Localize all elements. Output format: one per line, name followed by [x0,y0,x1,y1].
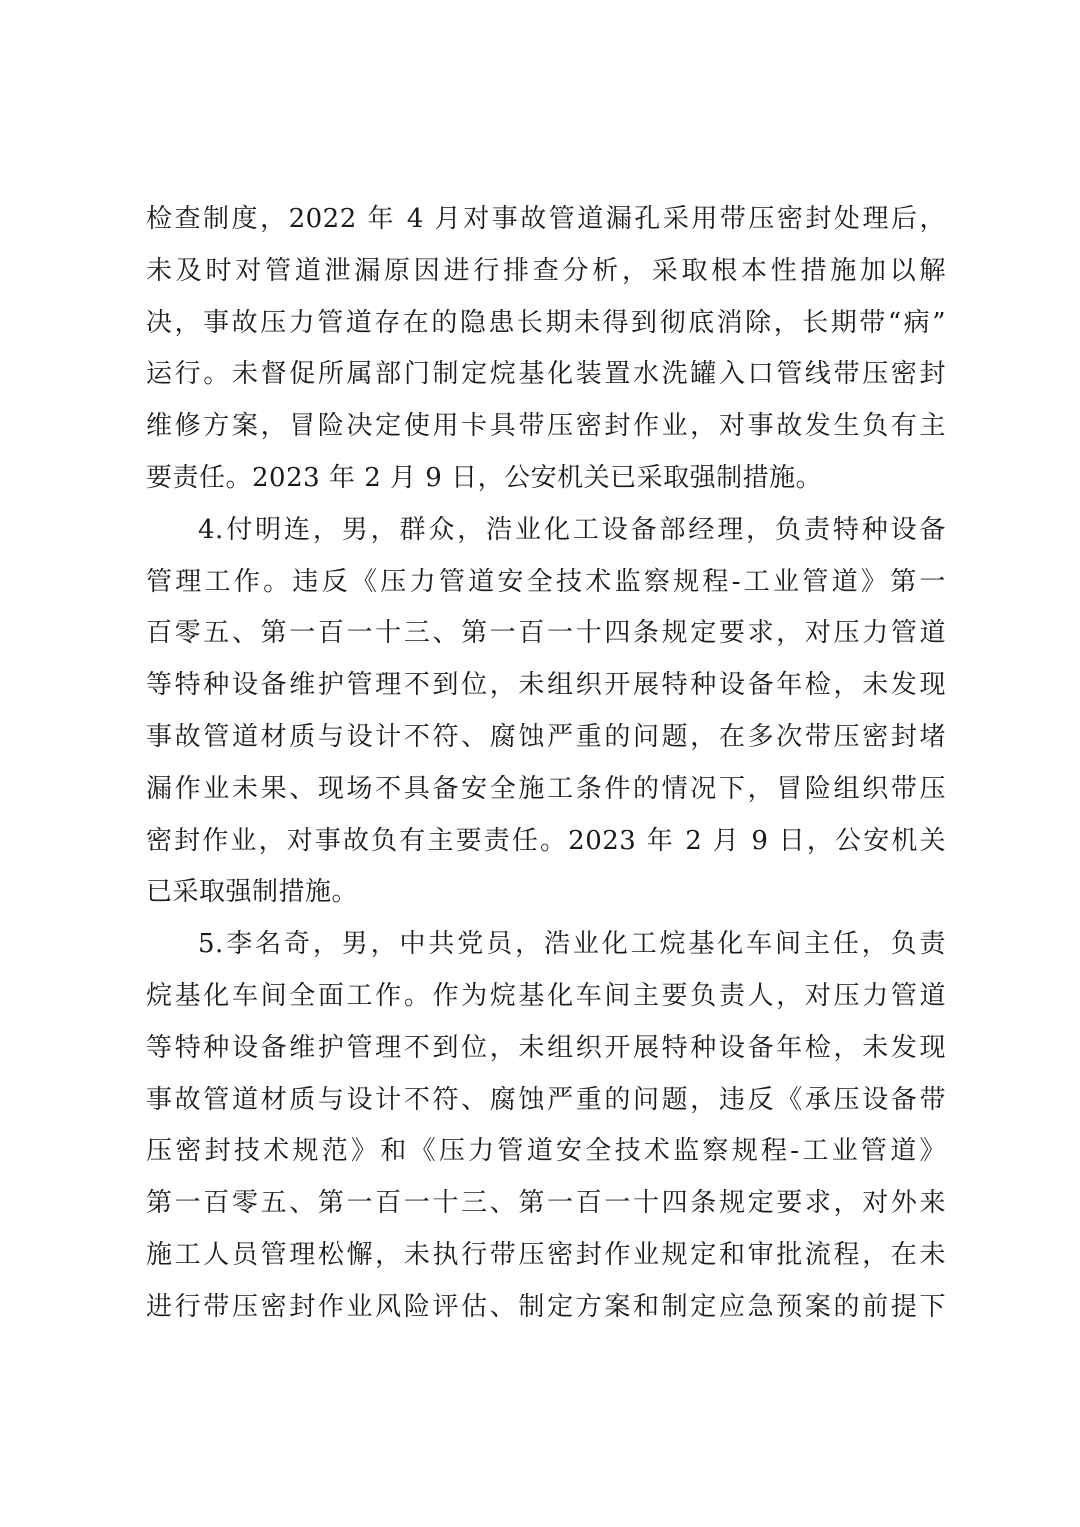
text-line: 未及时对管道泄漏原因进行排查分析，采取根本性措施加以解 [146,255,946,286]
text-line: 4.付明连，男，群众，浩业化工设备部经理，负责特种设备 [198,514,946,545]
text-line: 维修方案，冒险决定使用卡具带压密封作业，对事故发生负有主 [146,411,946,442]
text-line: 管理工作。违反《压力管道安全技术监察规程-工业管道》第一 [146,566,946,597]
text-line: 密封作业，对事故负有主要责任。2023 年 2 月 9 日，公安机关 [146,825,946,856]
paragraph [146,919,946,1333]
text-line: 烷基化车间全面工作。作为烷基化车间主要负责人，对压力管道 [146,980,946,1011]
text-line: 检查制度，2022 年 4 月对事故管道漏孔采用带压密封处理后， [146,204,946,234]
text-line: 事故管道材质与设计不符、腐蚀严重的问题，在多次带压密封堵 [146,721,946,752]
text-line: 第一百零五、第一百一十三、第一百一十四条规定要求，对外来 [146,1188,946,1219]
text-line: 百零五、第一百一十三、第一百一十四条规定要求，对压力管道 [146,618,946,649]
text-line: 等特种设备维护管理不到位，未组织开展特种设备年检，未发现 [146,1032,946,1063]
text-line: 已采取强制措施。 [146,877,359,908]
text-line: 等特种设备维护管理不到位，未组织开展特种设备年检，未发现 [146,670,946,701]
text-line: 漏作业未果、现场不具备安全施工条件的情况下，冒险组织带压 [146,773,946,804]
text-line: 要责任。2023 年 2 月 9 日，公安机关已采取强制措施。 [146,462,823,493]
document-body [146,194,946,1334]
text-line: 进行带压密封作业风险评估、制定方案和制定应急预案的前提下 [146,1291,946,1322]
paragraph [146,505,946,919]
text-line: 决，事故压力管道存在的隐患长期未得到彻底消除，长期带“病” [146,307,946,338]
text-line: 事故管道材质与设计不符、腐蚀严重的问题，违反《承压设备带 [146,1084,946,1115]
text-line: 施工人员管理松懈，未执行带压密封作业规定和审批流程，在未 [146,1239,946,1270]
text-line: 5.李名奇，男，中共党员，浩业化工烷基化车间主任，负责 [198,929,946,960]
text-line: 运行。未督促所属部门制定烷基化装置水洗罐入口管线带压密封 [146,359,946,390]
text-line: 压密封技术规范》和《压力管道安全技术监察规程-工业管道》 [146,1136,946,1167]
paragraph [146,194,946,505]
